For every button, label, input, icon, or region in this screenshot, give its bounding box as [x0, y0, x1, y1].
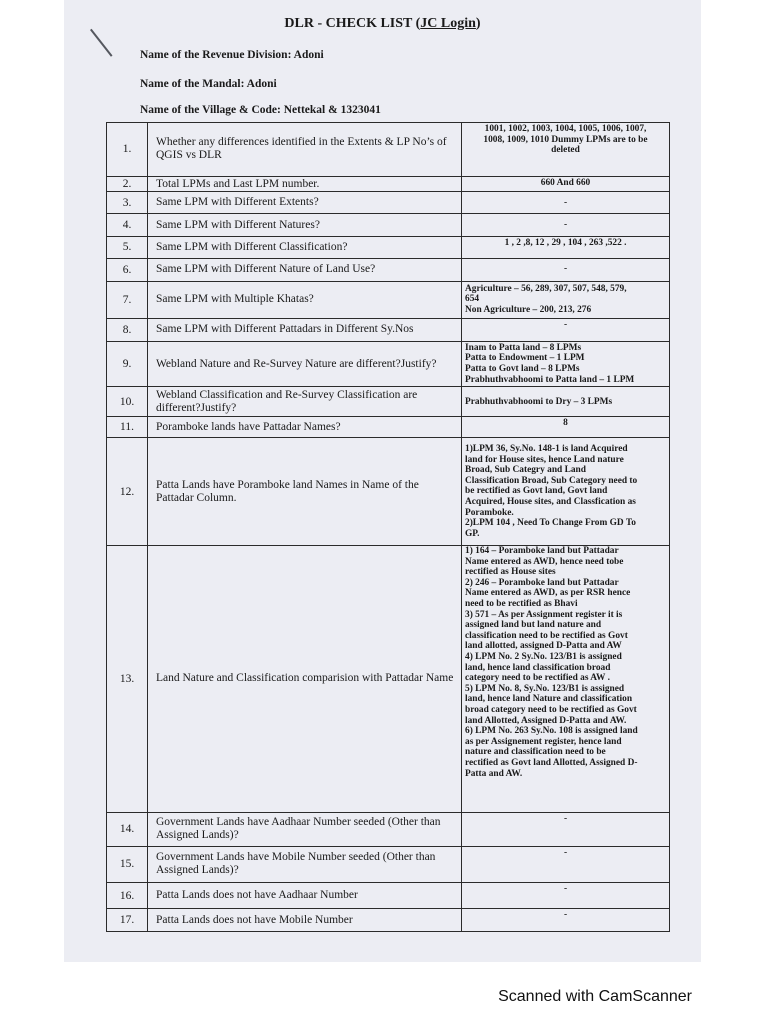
- result-line: 4) LPM No. 2 Sy.No. 123/B1 is assigned: [465, 652, 622, 662]
- village-name: Name of the Village & Code: Nettekal & 1323041: [140, 104, 381, 116]
- result-line: -: [563, 884, 568, 895]
- result-line: land, hence land Nature and classification: [465, 694, 633, 705]
- result-line: assigned land but land nature and: [465, 620, 602, 631]
- check-result: [462, 341, 670, 387]
- check-item: Whether any differences identified in the Extents & LP No’s of QGIS vs DLR: [148, 123, 462, 177]
- check-result: [462, 318, 670, 341]
- serial-number: 5.: [107, 237, 148, 259]
- result-line: deleted: [551, 145, 580, 156]
- result-line: 660 And 660: [540, 177, 591, 188]
- serial-number: 3.: [107, 192, 148, 214]
- result-line: 1008, 1009, 1010 Dummy LPMs are to be: [483, 134, 648, 145]
- result-line: Patta and AW.: [465, 768, 523, 779]
- result-line: rectified as Govt land Allotted, Assigned D-: [465, 757, 638, 768]
- result-line: Broad, Sub Categry and Land: [465, 465, 586, 476]
- table-row: [107, 176, 670, 192]
- table-row: [107, 258, 670, 281]
- check-result: [462, 846, 670, 882]
- result-line: Prabhuthvabhoomi to Dry – 3 LPMs: [465, 396, 613, 407]
- check-result: [462, 176, 670, 192]
- mandal-name: Name of the Mandal: Adoni: [140, 78, 277, 90]
- result-line: Patta to Endowment – 1 LPM: [465, 353, 585, 364]
- title-main: DLR - CHECK LIST (: [284, 16, 421, 31]
- table-row: [107, 318, 670, 341]
- table-row: [107, 417, 670, 438]
- result-line: 1) 164 – Poramboke land but Pattadar: [465, 546, 619, 557]
- table-row: [107, 909, 670, 932]
- check-item: Patta Lands does not have Aadhaar Number: [148, 883, 462, 909]
- serial-number: 1.: [107, 123, 148, 177]
- result-line: Inam to Patta land – 8 LPMs: [465, 342, 582, 353]
- table-row: [107, 281, 670, 318]
- check-item: Same LPM with Different Nature of Land Use?: [148, 258, 462, 281]
- result-line: land Allotted, Assigned D-Patta and AW.: [465, 715, 627, 726]
- result-line: -: [563, 219, 568, 230]
- result-line: land, hence land classification broad: [465, 662, 611, 673]
- result-line: 3) 571 – As per Assignment register it is: [465, 609, 623, 620]
- result-line: Agriculture – 56, 289, 307, 507, 548, 579,: [465, 283, 627, 294]
- result-line: Acquired, House sites, and Classfication as: [465, 496, 636, 507]
- table-row: [107, 883, 670, 909]
- serial-number: 2.: [107, 176, 148, 192]
- table-row: [107, 387, 670, 417]
- check-result: [462, 281, 670, 318]
- check-result: [462, 123, 670, 177]
- table-row: [107, 123, 670, 177]
- serial-number: 6.: [107, 258, 148, 281]
- check-result: [462, 909, 670, 932]
- result-line: category need to be rectified as AW .: [465, 673, 610, 684]
- check-item: Patta Lands does not have Mobile Number: [148, 909, 462, 932]
- serial-number: 14.: [107, 812, 148, 846]
- result-line: -: [563, 197, 568, 208]
- result-line: need to be rectified as Bhavi: [465, 599, 578, 610]
- check-result: [462, 237, 670, 259]
- check-item: Webland Classification and Re-Survey Classification are different?Justify?: [148, 387, 462, 417]
- check-item: Government Lands have Aadhaar Number seeded (Other than Assigned Lands)?: [148, 812, 462, 846]
- checklist-table: [106, 122, 670, 932]
- check-result: [462, 812, 670, 846]
- table-row: [107, 341, 670, 387]
- result-line: land for House sites, hence Land nature: [465, 454, 624, 465]
- result-line: classification need to be rectified as Govt: [465, 630, 628, 641]
- table-row: [107, 192, 670, 214]
- check-item: Same LPM with Different Pattadars in Different Sy.Nos: [148, 318, 462, 341]
- check-result: [462, 883, 670, 909]
- serial-number: 9.: [107, 341, 148, 387]
- title-jc-login: JC Login: [420, 16, 476, 31]
- serial-number: 11.: [107, 417, 148, 438]
- scanner-watermark: Scanned with CamScanner: [498, 988, 692, 1005]
- table-row: [107, 438, 670, 546]
- result-line: 1001, 1002, 1003, 1004, 1005, 1006, 1007,: [484, 124, 647, 134]
- table-row: [107, 237, 670, 259]
- page-title: [64, 16, 701, 32]
- result-line: -: [563, 813, 568, 824]
- result-line: -: [563, 264, 568, 275]
- result-line: 8: [563, 418, 568, 429]
- check-item: Government Lands have Mobile Number seeded (Other than Assigned Lands)?: [148, 846, 462, 882]
- check-item: Same LPM with Multiple Khatas?: [148, 281, 462, 318]
- check-item: Same LPM with Different Extents?: [148, 192, 462, 214]
- result-line: as per Assignement register, hence land: [465, 736, 622, 747]
- result-line: -: [563, 847, 568, 858]
- result-line: Classification Broad, Sub Category need to: [465, 475, 638, 486]
- table-row: [107, 546, 670, 813]
- result-line: -: [563, 910, 568, 921]
- table-row: [107, 812, 670, 846]
- serial-number: 15.: [107, 846, 148, 882]
- result-line: 654: [465, 294, 480, 305]
- result-line: GP.: [465, 528, 480, 539]
- result-line: Prabhuthvabhoomi to Patta land – 1 LPM: [465, 374, 635, 385]
- serial-number: 10.: [107, 387, 148, 417]
- check-item: Patta Lands have Poramboke land Names in Name of the Pattadar Column.: [148, 438, 462, 546]
- result-line: 5) LPM No. 8, Sy.No. 123/B1 is assigned: [465, 683, 625, 694]
- check-result: [462, 438, 670, 546]
- serial-number: 4.: [107, 214, 148, 237]
- serial-number: 12.: [107, 438, 148, 546]
- check-item: Same LPM with Different Classification?: [148, 237, 462, 259]
- serial-number: 7.: [107, 281, 148, 318]
- result-line: 1)LPM 36, Sy.No. 148-1 is land Acquired: [465, 443, 628, 454]
- result-line: Non Agriculture – 200, 213, 276: [465, 305, 592, 316]
- result-line: land allotted, assigned D-Patta and AW: [465, 641, 622, 652]
- check-result: [462, 258, 670, 281]
- revenue-division: Name of the Revenue Division: Adoni: [140, 49, 324, 61]
- result-line: Patta to Govt land – 8 LPMs: [465, 364, 580, 375]
- result-line: Poramboke.: [465, 507, 514, 518]
- result-line: 6) LPM No. 263 Sy.No. 108 is assigned land: [465, 726, 638, 737]
- serial-number: 13.: [107, 546, 148, 813]
- serial-number: 17.: [107, 909, 148, 932]
- result-line: be rectified as Govt land, Govt land: [465, 486, 608, 497]
- check-item: Poramboke lands have Pattadar Names?: [148, 417, 462, 438]
- serial-number: 16.: [107, 883, 148, 909]
- result-line: broad category need to be rectified as Govt: [465, 704, 637, 715]
- check-result: [462, 214, 670, 237]
- result-line: -: [563, 319, 568, 330]
- check-result: [462, 417, 670, 438]
- result-line: 2)LPM 104 , Need To Change From GD To: [465, 518, 636, 529]
- check-item: Total LPMs and Last LPM number.: [148, 176, 462, 192]
- check-item: Same LPM with Different Natures?: [148, 214, 462, 237]
- result-line: rectified as House sites: [465, 567, 556, 578]
- result-line: Name entered as AWD, hence need tobe: [465, 556, 624, 567]
- check-result: [462, 192, 670, 214]
- result-line: 1 , 2 ,8, 12 , 29 , 104 , 263 ,522 .: [504, 238, 627, 249]
- serial-number: 8.: [107, 318, 148, 341]
- result-line: nature and classification need to be: [465, 747, 606, 758]
- check-item: Webland Nature and Re-Survey Nature are different?Justify?: [148, 341, 462, 387]
- check-result: [462, 387, 670, 417]
- result-line: 2) 246 – Poramboke land but Pattadar: [465, 577, 619, 588]
- check-result: [462, 546, 670, 813]
- table-row: [107, 214, 670, 237]
- check-item: Land Nature and Classification comparision with Pattadar Name: [148, 546, 462, 813]
- title-end: ): [475, 16, 481, 31]
- table-row: [107, 846, 670, 882]
- result-line: Name entered as AWD, as per RSR hence: [465, 588, 631, 599]
